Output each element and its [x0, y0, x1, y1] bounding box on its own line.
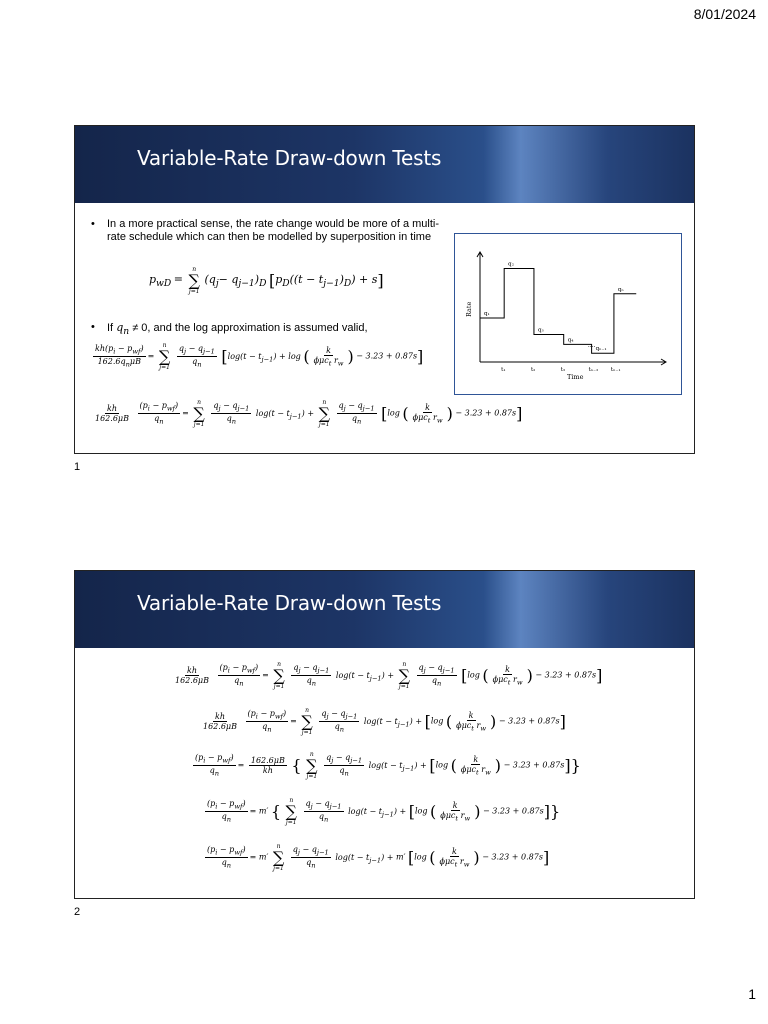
rate-chart-svg — [455, 234, 681, 394]
summation: n ∑ j=1 — [188, 266, 200, 295]
slide-title: Variable-Rate Draw-down Tests — [137, 146, 442, 170]
time-tick-label: t₂ — [530, 367, 536, 373]
slide-2[interactable] — [74, 570, 695, 899]
derivation-line-4: $\frac{(p_i - p_{wf})}{q_n}$ = m′ { n ∑ j=1 $\frac{q_j - q_{j-1}}{q_n}$ $\log(t - t_{j-1}) + [\log$ ( $\frac{k}{\phi\mu c_t r_w}$ ) − 3.23 + 0.87s]} — [207, 797, 561, 826]
derivation-line-1: $\frac{kh}{162.6\mu B}$ $\frac{(p_i - p_{wf})}{q_n}$ = n ∑ j=1 $\frac{q_j - q_{j-1}}{q_n}$ $\log(t - t_{j-1})$ + n ∑ j=1 $\frac{q_j - q_{j-1}}{q_n}$ [log ( $\frac{k}{\phi\mu c_t r_w}$ ) − 3.23 + 0.87s] — [175, 661, 603, 690]
page-number: 1 — [748, 986, 756, 1002]
slide-number: 1 — [74, 461, 81, 473]
step-label: qₙ — [617, 286, 624, 293]
bullet-if-qn: • If $q_n \ne 0$, and the log approximation is assumed valid, — [91, 321, 368, 338]
slide-1[interactable] — [74, 125, 695, 454]
slide-header — [75, 571, 694, 648]
print-date: 8/01/2024 — [693, 6, 756, 22]
time-tick-label: t₃ — [560, 367, 566, 373]
time-tick-label: t₁ — [501, 367, 506, 373]
time-tick-label: tₙ₋₂ — [588, 367, 599, 373]
step-label: q₃ — [537, 327, 544, 334]
derivation-line-5: $\frac{(p_i - p_{wf})}{q_n}$ = m′ n ∑ j=1 $\frac{q_j - q_{j-1}}{q_n}$ $\log(t - t_{j-1}) + m'$ [log ( $\frac{k}{\phi\mu c_t r_w}$ ) − 3.23 + 0.87s] — [207, 843, 550, 872]
step-label: q₂ — [508, 261, 514, 268]
slide-title: Variable-Rate Draw-down Tests — [137, 591, 442, 615]
slide-header — [75, 126, 694, 203]
rate-step-line — [480, 269, 636, 354]
bullet-multi-rate — [91, 218, 451, 244]
step-label: q₄ — [567, 337, 574, 344]
derivation-line-2: $\frac{kh}{162.6\mu B}$ $\frac{(p_i - p_{wf})}{q_n}$ = n ∑ j=1 $\frac{q_j - q_{j-1}}{q_n}$ $\log(t - t_{j-1}) + [\log$ ( $\frac{k}{\phi\mu c_t r_w}$ ) − 3.23 + 0.87s] — [203, 707, 566, 736]
y-axis-label: Rate — [465, 301, 473, 317]
equation-pwD: $p_{wD}$ = n ∑ j=1 $(q_j- q_{j-1})_D$ $[p_D((t - t_{j-1})_D) + s]$ — [149, 266, 384, 295]
bullet-text: In a more practical sense, the rate change would be more of a multi-rate schedule which can then be modelled by superposition in time — [107, 218, 440, 243]
step-label: q₁ — [484, 311, 490, 317]
bullet-dot: • — [91, 218, 95, 230]
step-label: qₙ₋₁ — [595, 346, 607, 353]
equation-log-approx: $\frac{kh(p_i - p_{wf})}{162.6q_n\mu B}$ = n ∑ j=1 $\frac{q_j - q_{j-1}}{q_n}$ [$\log(t - t_{j-1}) + \log$ ( $\frac{k}{\phi\mu c_t r_w}$ ) − 3.23 + 0.87s] — [95, 342, 424, 371]
rate-schedule-chart — [454, 233, 682, 395]
ellipsis: ···· — [587, 343, 596, 351]
derivation-line-3: $\frac{(p_i - p_{wf})}{q_n}$ = $\frac{162.6\mu B}{kh}$ { n ∑ j=1 $\frac{q_j - q_{j-1}}{q_n}$ $\log(t - t_{j-1}) + [\log$ ( $\frac{k}{\phi\mu c_t r_w}$ ) − 3.23 + 0.87s]} — [195, 751, 581, 780]
x-axis-label: Time — [567, 373, 584, 381]
slide-number: 2 — [74, 906, 81, 918]
time-tick-label: tₙ₋₁ — [610, 367, 621, 373]
equation-split-sum: $\frac{kh}{162.6\mu B}$ $\frac{(p_i - p_{wf})}{q_n}$ = n ∑ j=1 $\frac{q_j - q_{j-1}}{q_n}$ $\log(t - t_{j-1})$ + n ∑ j=1 $\frac{q_j - q_{j-1}}{q_n}$ [log ( $\frac{k}{\phi\mu c_t r_w}$ ) − 3.23 + 0.87s] — [95, 399, 523, 428]
